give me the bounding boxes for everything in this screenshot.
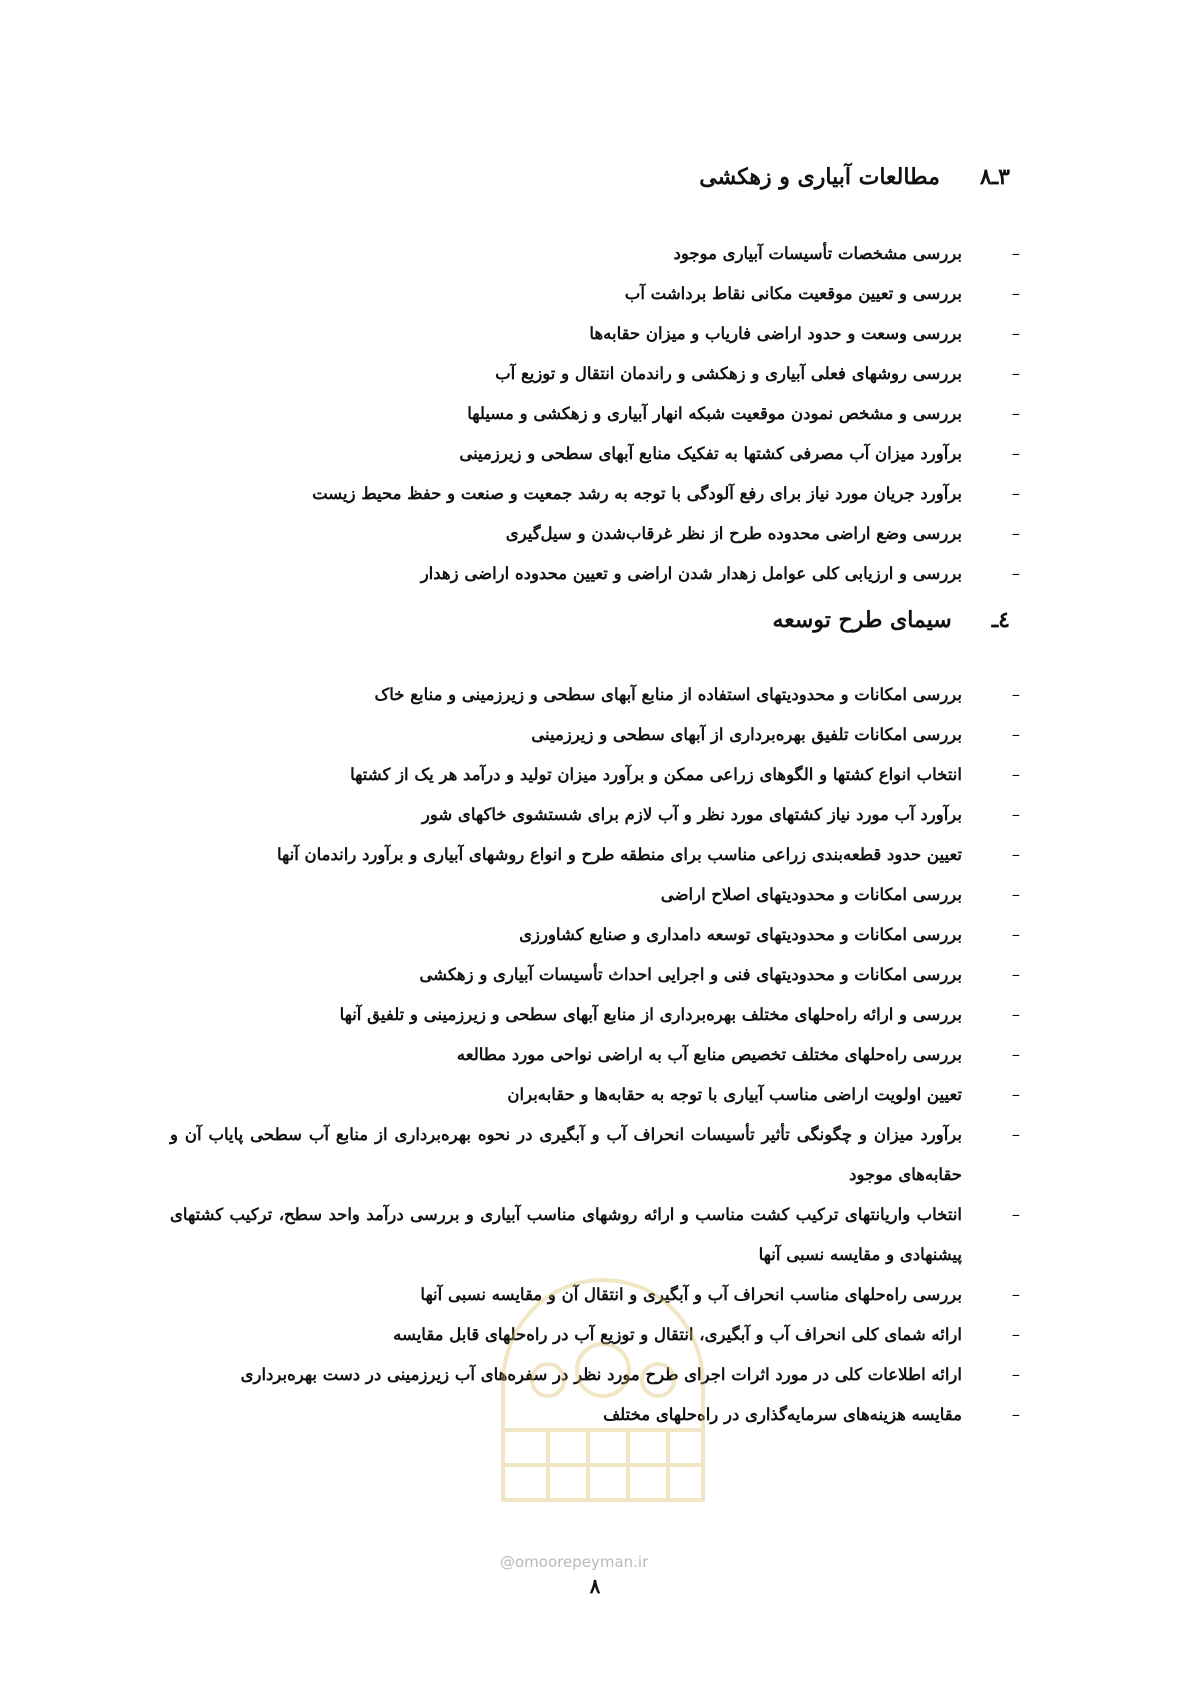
list-item: – بررسی راه‌حلهای مناسب انحراف آب و آبگیری و انتقال آن و مقایسه نسبی آنها (170, 1275, 1020, 1315)
bullet-dash: – (1011, 1005, 1020, 1024)
list-item: – بررسی امکانات و محدودیتهای اصلاح اراضی (170, 875, 1020, 915)
list-item: – ارائه اطلاعات کلی در مورد اثرات اجرای طرح مورد نظر در سفره‌های آب زیرزمینی در دست بهره‌برداری (170, 1355, 1020, 1395)
list-item: – انتخاب واریانتهای ترکیب کشت مناسب و ارائه روشهای مناسب آبیاری و بررسی درآمد واحد سطح، ترکیب کشتهای پیشنهادی و مقایسه نسبی آنها (170, 1195, 1020, 1275)
list-item: – ارائه شمای کلی انحراف آب و آبگیری، انتقال و توزیع آب در راه‌حلهای قابل مقایسه (170, 1315, 1020, 1355)
bullet-dash: – (1011, 404, 1020, 423)
bullet-dash: – (1011, 925, 1020, 944)
bullet-dash: – (1011, 885, 1020, 904)
irrigation-studies-list (170, 234, 1020, 594)
section-heading-development-plan (773, 607, 1011, 633)
list-item: – بررسی و ارزیابی کلی عوامل زهدار شدن اراضی و تعیین محدوده اراضی زهدار (170, 554, 1020, 594)
list-item: – بررسی امکانات تلفیق بهره‌برداری از آبهای سطحی و زیرزمینی (170, 715, 1020, 755)
section-heading-irrigation (699, 164, 1010, 190)
bullet-dash: – (1011, 1205, 1020, 1224)
list-item: – بررسی امکانات و محدودیتهای استفاده از منابع آبهای سطحی و زیرزمینی و منابع خاک (170, 675, 1020, 715)
bullet-dash: – (1011, 444, 1020, 463)
watermark-seal-icon (488, 1270, 718, 1510)
bullet-dash: – (1011, 765, 1020, 784)
list-item: – برآورد میزان آب مصرفی کشتها به تفکیک منابع آبهای سطحی و زیرزمینی (170, 434, 1020, 474)
bullet-dash: – (1011, 1405, 1020, 1424)
list-item: – بررسی و مشخص نمودن موقعیت شبکه انهار آبیاری و زهکشی و مسیلها (170, 394, 1020, 434)
list-item: – بررسی راه‌حلهای مختلف تخصیص منابع آب به اراضی نواحی مورد مطالعه (170, 1035, 1020, 1075)
list-item: – برآورد آب مورد نیاز کشتهای مورد نظر و آب لازم برای شستشوی خاکهای شور (170, 795, 1020, 835)
bullet-dash: – (1011, 965, 1020, 984)
list-item: – بررسی امکانات و محدودیتهای توسعه دامداری و صنایع کشاورزی (170, 915, 1020, 955)
section-number: ٤ـ (991, 607, 1010, 633)
watermark-url: @omoorepeyman.ir (500, 1553, 649, 1571)
list-item: – بررسی امکانات و محدودیتهای فنی و اجرایی احداث تأسیسات آبیاری و زهکشی (170, 955, 1020, 995)
list-item: – تعیین حدود قطعه‌بندی زراعی مناسب برای منطقه طرح و انواع روشهای آبیاری و برآورد راندمان آنها (170, 835, 1020, 875)
bullet-dash: – (1011, 805, 1020, 824)
bullet-dash: – (1011, 1085, 1020, 1104)
list-item: – تعیین اولویت اراضی مناسب آبیاری با توجه به حقابه‌ها و حقابه‌بران (170, 1075, 1020, 1115)
list-item: – بررسی وضع اراضی محدوده طرح از نظر غرقاب‌شدن و سیل‌گیری (170, 514, 1020, 554)
bullet-dash: – (1011, 524, 1020, 543)
bullet-dash: – (1011, 1125, 1020, 1144)
bullet-dash: – (1011, 284, 1020, 303)
page-number: ۸ (589, 1574, 601, 1598)
bullet-dash: – (1011, 1285, 1020, 1304)
list-item: – مقایسه هزینه‌های سرمایه‌گذاری در راه‌حلهای مختلف (170, 1395, 1020, 1435)
bullet-dash: – (1011, 845, 1020, 864)
bullet-dash: – (1011, 244, 1020, 263)
list-item: – برآورد میزان و چگونگی تأثیر تأسیسات انحراف آب و آبگیری در نحوه بهره‌برداری از منابع آب سطحی پایاب آن و حقابه‌های موجود (170, 1115, 1020, 1195)
section-number: ۳ـ۸ (979, 164, 1010, 190)
section-title: مطالعات آبیاری و زهکشی (699, 164, 940, 190)
bullet-dash: – (1011, 725, 1020, 744)
bullet-dash: – (1011, 364, 1020, 383)
list-item: – بررسی مشخصات تأسیسات آبیاری موجود (170, 234, 1020, 274)
list-item: – بررسی روشهای فعلی آبیاری و زهکشی و راندمان انتقال و توزیع آب (170, 354, 1020, 394)
list-item: – برآورد جریان مورد نیاز برای رفع آلودگی با توجه به رشد جمعیت و صنعت و حفظ محیط زیست (170, 474, 1020, 514)
list-item: – انتخاب انواع کشتها و الگوهای زراعی ممکن و برآورد میزان تولید و درآمد هر یک از کشتها (170, 755, 1020, 795)
section-title: سیمای طرح توسعه (772, 607, 952, 633)
bullet-dash: – (1011, 1045, 1020, 1064)
list-item: – بررسی و تعیین موقعیت مکانی نقاط برداشت آب (170, 274, 1020, 314)
bullet-dash: – (1011, 564, 1020, 583)
list-item: – بررسی و ارائه راه‌حلهای مختلف بهره‌برداری از منابع آبهای سطحی و زیرزمینی و تلفیق آنها (170, 995, 1020, 1035)
bullet-dash: – (1011, 1325, 1020, 1344)
bullet-dash: – (1011, 484, 1020, 503)
bullet-dash: – (1011, 1365, 1020, 1384)
bullet-dash: – (1011, 324, 1020, 343)
bullet-dash: – (1011, 685, 1020, 704)
list-item: – بررسی وسعت و حدود اراضی فاریاب و میزان حقابه‌ها (170, 314, 1020, 354)
